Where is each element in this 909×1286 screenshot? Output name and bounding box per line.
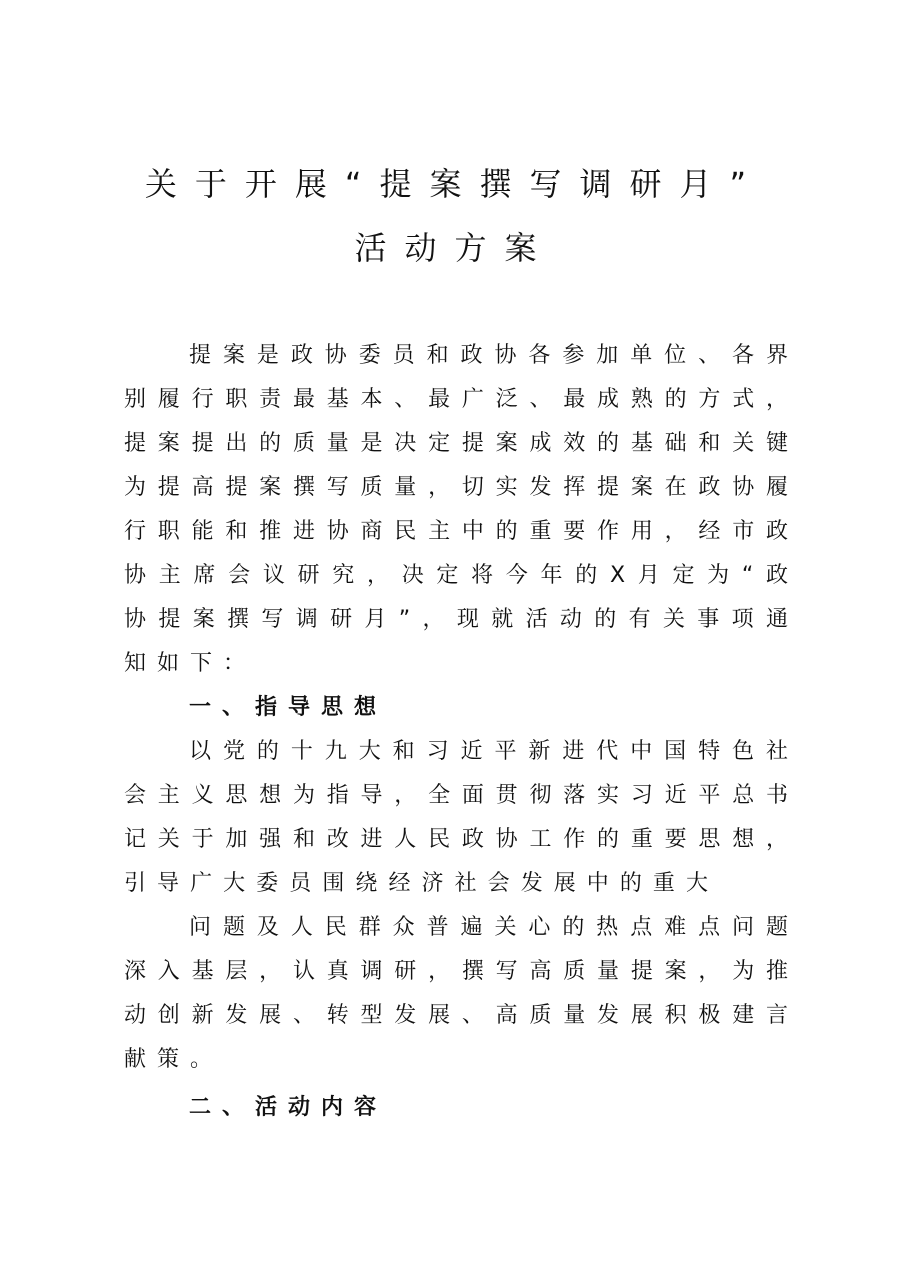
paragraph1-line3: 提案提出的质量是决定提案成效的基础和关键 bbox=[124, 431, 788, 456]
paragraph1-line8: 知如下： bbox=[124, 651, 257, 676]
document-title-line2: 活动方案 bbox=[354, 229, 555, 267]
paragraph1-line7: 协提案撰写调研月”，现就活动的有关事项通 bbox=[124, 607, 788, 632]
paragraph3-line4: 献策。 bbox=[124, 1047, 224, 1072]
paragraph3-line3: 动创新发展、转型发展、高质量发展积极建言 bbox=[124, 1003, 788, 1028]
paragraph3-line2: 深入基层，认真调研，撰写高质量提案，为推 bbox=[124, 959, 788, 984]
paragraph2-line4: 引导广大委员围绕经济社会发展中的重大 bbox=[124, 871, 708, 896]
section-heading-2: 二、活动内容 bbox=[189, 1095, 388, 1120]
section-heading-1: 一、指导思想 bbox=[189, 695, 388, 720]
paragraph2-line1: 以党的十九大和习近平新进代中国特色社 bbox=[189, 739, 788, 764]
paragraph1-line1: 提案是政协委员和政协各参加单位、各界 bbox=[189, 343, 788, 368]
paragraph1-line4: 为提高提案撰写质量，切实发挥提案在政协履 bbox=[124, 475, 788, 500]
paragraph2-line3: 记关于加强和改进人民政协工作的重要思想， bbox=[124, 827, 788, 852]
paragraph3-line1: 问题及人民群众普遍关心的热点难点问题 bbox=[189, 915, 788, 940]
paragraph2-line2: 会主义思想为指导，全面贯彻落实习近平总书 bbox=[124, 783, 788, 808]
paragraph1-line5: 行职能和推进协商民主中的重要作用，经市政 bbox=[124, 519, 788, 544]
document-title-line1: 关于开展“提案撰写调研月” bbox=[144, 165, 765, 203]
paragraph1-line2: 别履行职责最基本、最广泛、最成熟的方式， bbox=[124, 387, 788, 412]
paragraph1-line6: 协主席会议研究，决定将今年的X月定为“政 bbox=[124, 563, 788, 588]
